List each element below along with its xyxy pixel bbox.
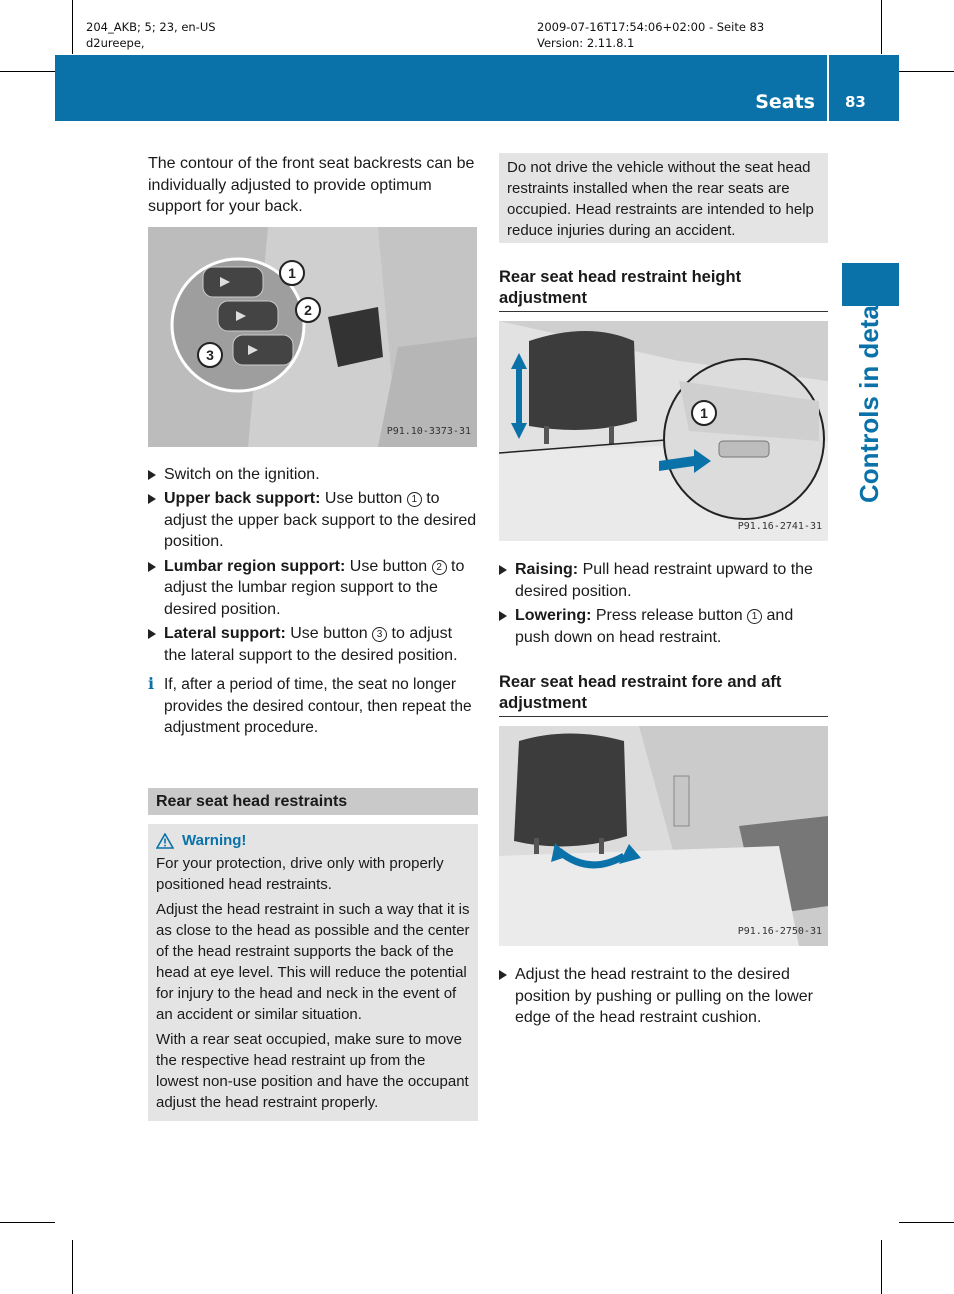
callout-number: 1 [747, 609, 762, 624]
step-arrow-icon [499, 611, 507, 621]
step-arrow-icon [499, 970, 507, 980]
callout-number: 3 [372, 627, 387, 642]
note-box: Do not drive the vehicle without the seat head restraints installed when the rear seats are occupied. Head restraints are intended to help reduce injuries during an accident. [499, 153, 828, 243]
subsection-heading: Rear seat head restraint fore and aft adjustment [499, 672, 828, 717]
crop-mark [881, 0, 882, 54]
crop-mark [881, 1240, 882, 1294]
crop-mark [72, 0, 73, 54]
fore-aft-illustration [499, 726, 828, 946]
height-adjust-illustration [499, 321, 828, 541]
figure-code: P91.16-2741-31 [737, 520, 822, 532]
step-item: Lumbar region support: Use button 2 to adjust the lumbar region support to the desired position. [148, 556, 478, 621]
crop-mark [72, 1240, 73, 1294]
right-column [499, 153, 828, 1032]
height-adjust-figure [499, 321, 828, 541]
callout-3: 3 [206, 346, 214, 363]
page-title: Seats [755, 91, 815, 113]
fore-aft-figure [499, 726, 828, 946]
side-tab-label: Controls in detail [854, 290, 884, 503]
header-bar [55, 55, 899, 121]
step-arrow-icon [499, 565, 507, 575]
print-meta-right: 2009-07-16T17:54:06+02:00 - Seite 83 Version: 2.11.8.1 [537, 20, 765, 50]
warning-heading: Warning! [156, 830, 470, 851]
fore-aft-steps-list [499, 964, 828, 1029]
height-steps-list [499, 559, 828, 648]
warning-box [148, 824, 478, 1121]
info-note: i If, after a period of time, the seat no longer provides the desired contour, then repeat the adjustment procedure. [148, 674, 472, 736]
left-column-lower [148, 788, 478, 1121]
header-divider [827, 55, 829, 121]
step-item: Lateral support: Use button 3 to adjust the lateral support to the desired position. [148, 623, 478, 666]
step-item: Lowering: Press release button 1 and push down on head restraint. [499, 605, 828, 648]
seat-steps-list [148, 464, 478, 667]
warning-paragraph: Adjust the head restraint in such a way that it is as close to the head as possible and the center of the head restraint supports the back of the head at eye level. This will reduce the potential for injury to the head and neck in the event of an accident or similar situation. [156, 901, 470, 1023]
print-meta-left: 204_AKB; 5; 23, en-US d2ureepe, [86, 20, 216, 50]
callout-2: 2 [304, 301, 312, 318]
info-icon: i [148, 674, 155, 693]
page-number: 83 [845, 93, 866, 111]
section-heading: Rear seat head restraints [148, 788, 478, 815]
step-item: Raising: Pull head restraint upward to the desired position. [499, 559, 828, 602]
crop-mark [0, 71, 55, 72]
step-arrow-icon [148, 629, 156, 639]
warning-paragraph: For your protection, drive only with properly positioned head restraints. [156, 855, 444, 893]
step-item: Switch on the ignition. [148, 464, 478, 486]
step-arrow-icon [148, 470, 156, 480]
step-item: Adjust the head restraint to the desired position by pushing or pulling on the lower edge of the head restraint cushion. [499, 964, 828, 1029]
warning-paragraph: With a rear seat occupied, make sure to move the respective head restraint up from the lowest non-use position and have the occupant adjust the head restraint properly. [156, 1031, 469, 1111]
crop-mark [899, 71, 954, 72]
seat-contour-figure [148, 227, 477, 447]
seat-contour-illustration [148, 227, 477, 447]
callout-1: 1 [700, 405, 708, 421]
callout-number: 2 [432, 560, 447, 575]
step-item: Upper back support: Use button 1 to adjust the upper back support to the desired position. [148, 488, 478, 553]
step-arrow-icon [148, 562, 156, 572]
crop-mark [0, 1222, 55, 1223]
intro-paragraph: The contour of the front seat backrests can be individually adjusted to provide optimum support for your back. [148, 155, 475, 215]
subsection-heading: Rear seat head restraint height adjustment [499, 267, 828, 312]
warning-triangle-icon [156, 833, 174, 849]
figure-code: P91.16-2750-31 [737, 925, 822, 937]
crop-mark [899, 1222, 954, 1223]
step-arrow-icon [148, 494, 156, 504]
callout-1: 1 [288, 264, 296, 281]
callout-number: 1 [407, 492, 422, 507]
left-column [148, 153, 478, 739]
figure-code: P91.10-3373-31 [386, 426, 471, 437]
